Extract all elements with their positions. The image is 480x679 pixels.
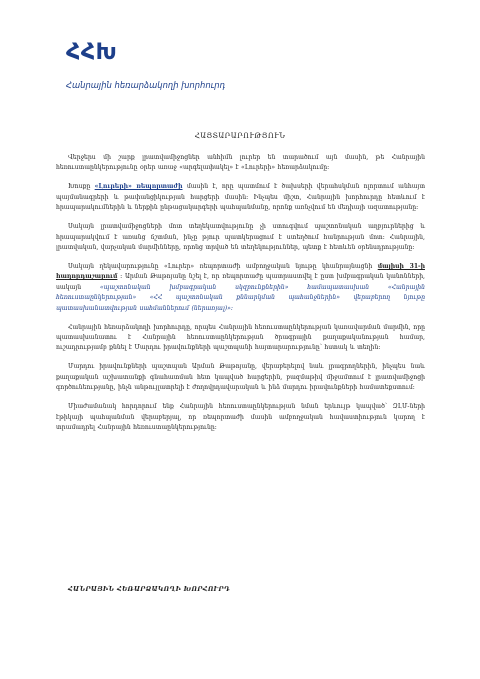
paragraph-4-quote: «պաշտոնական խմբագրական սկզբունքներին» համապատասխան «Հանրային հեռուստաընկերության» «ՀՀ պաշտոնական քննարկման պահանջներին» վերաբերող նյութը պատասխանատվության սահմաններում (ներառյալ)»: (56, 283, 426, 312)
paragraph-6: Մարդու իրավունքների պաշտպան Արման Թաթոյանը, վերաբերելով նաև լրագրողներին, ինչպես նաև քաղաքական աշխատանքի գնահատման հետ կապված հարցերին, բազմաթիվ միջամտում է լրատվամիջոցի գործունեությանը, ինչն անթույլատրելի է ժողովրդավարական և ինձ մարդու իրավունքների համատեքստում: (56, 363, 425, 392)
paragraph-7: Միաժամանակ հորդորում ենք Հանրային հեռուստաընկերության նման երևույթ կապված՝ ԶԼՄ-ների էթիկայի պահպանման վերաբերյալ, որ ռեպորտաժի մասին ամբողջական հավաստիություն կարող է տրամադրել Հանրային հեռուստաընկերությունը: (56, 403, 425, 432)
paragraph-4 (56, 262, 425, 314)
signature: ՀԱՆՐԱՅԻՆ ՀԵՌԱՐՁԱԿՈՂԻ ԽՈՐՀՈՒՐԴ (68, 585, 231, 593)
broadcast-date-link[interactable]: մայիսի 31-ի հաղորդաշարում (56, 263, 425, 281)
paragraph-4-mid: : Արման Թաթոյանը նշել է, որ ռեպորտաժը պատրաստվել է ըստ խմբագրական կանոնների, սակայն (56, 273, 425, 291)
paragraph-2-rest: մասին է, որը պատմում է ծախսերի վերահսկման ոլորտում անհայտ պայմանագրերի և թափանցիկության հարցերի մասին: Ինչպես միշտ, Հանրային խորհուրդը հետևում է հրապարակումներին և ներքին ընթացակարգերի պահպանմանը, որոնք առնչվում են մեդիայի ազատությանը: (56, 183, 426, 212)
organization-logo: ՀՀԽ (66, 40, 118, 65)
paragraph-5: Հանրային հեռարձակողի խորհուրդը, որպես Հանրային հեռուստաընկերության կառավարման մարմին, որը պատասխանատու է Հանրային հեռուստաընկերության ծրագրային քաղաքականության համար, ուշադրությամբ քննել է Մարդու իրավունքների պաշտպանի հայտարարությունը՝ հստակ և տեղին: (56, 323, 425, 352)
paragraph-3: Սակայն լրատվամիջոցների մոտ տեղեկատվությունը չի ստուգվում պաշտոնական աղբյուրներից և հրապարակվում է առանց ճշտման, ինչը թյուր պատկերացում է ստեղծում հանրության մոտ: Հանրային, լրատվական, վարչական մարմինները, որոնց տրված են տեղեկություններ, պետք է հետևեն օրենսդրությանը: (56, 223, 425, 252)
paragraph-4-lead: Սակայն ղեկավարությունը «Լուրեր» ռեպորտաժի ամբողջական նյութը կհանրայնացնի (68, 263, 373, 271)
organization-name: Հանրային հեռարձակողի խորհուրդ (66, 80, 226, 90)
paragraph-1: Վերջերս մի շարք լրատվամիջոցներ անհիմն լուրեր են տարածում այն մասին, թե Հանրային հեռուստաընկերությունը օրեր առաջ «արգելափակել» է «Լուրերի» հեռարձակումը: (56, 154, 425, 172)
document-title: ՀԱՅՏԱՐԱՐՈՒԹՅՈՒՆ (194, 131, 286, 140)
statement-body (56, 153, 425, 442)
report-link[interactable]: «Լուրերի» ռեպորտաժի (94, 183, 183, 191)
paragraph-2-lead: Խոսքը (68, 183, 91, 191)
paragraph-2 (56, 182, 425, 213)
